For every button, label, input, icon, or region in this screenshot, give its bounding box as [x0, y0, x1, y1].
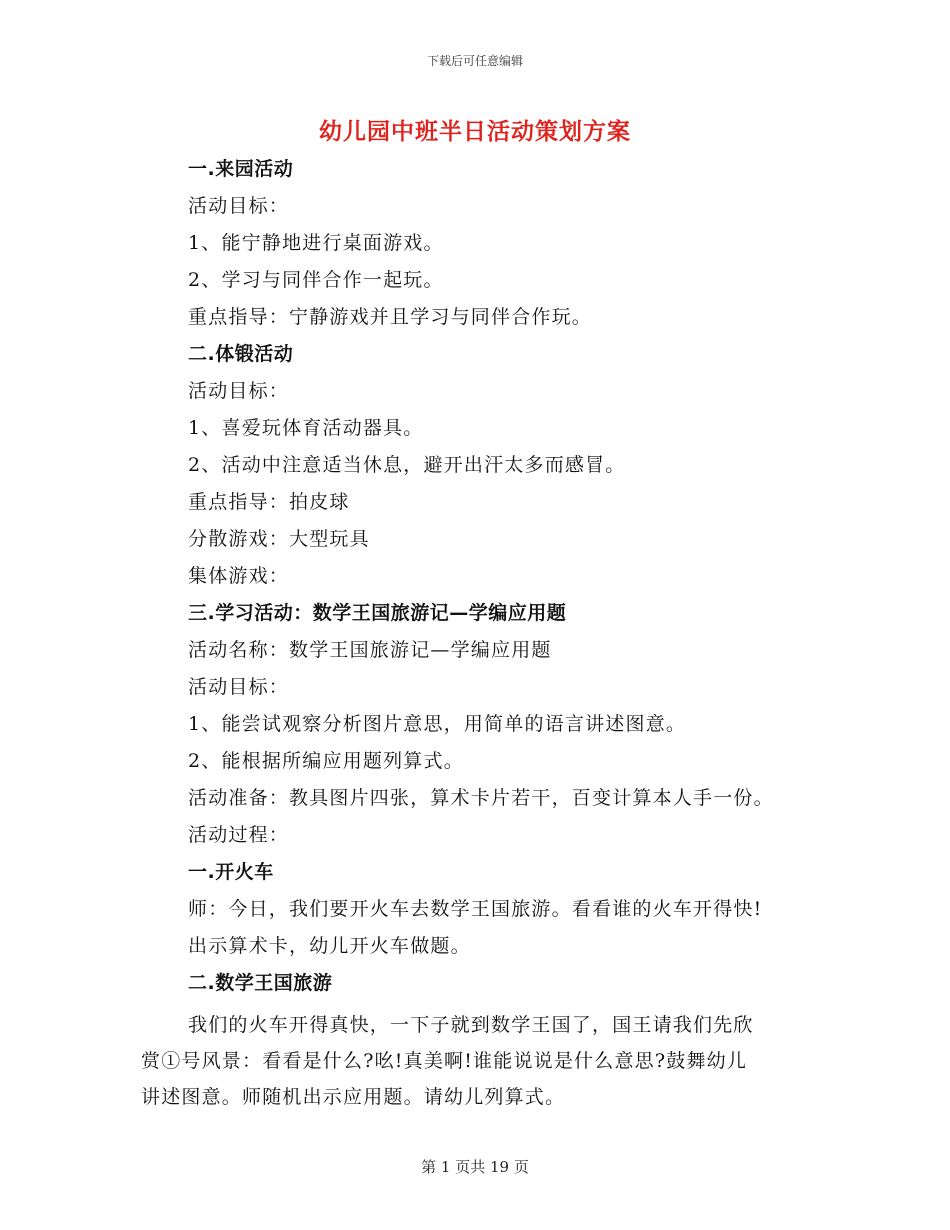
paragraph-line: 讲述图意。师随机出示应用题。请幼儿列算式。 [141, 1086, 566, 1108]
body-line: 重点指导：宁静游戏并且学习与同伴合作玩。 [188, 306, 593, 328]
page-header-note: 下载后可任意编辑 [426, 54, 523, 68]
body-line: 2、学习与同伴合作一起玩。 [188, 269, 444, 291]
body-line: 重点指导：拍皮球 [188, 491, 350, 513]
section-heading: 一.来园活动 [188, 158, 294, 180]
body-line: 活动目标： [188, 380, 290, 402]
section-heading: 二.数学王国旅游 [188, 972, 333, 994]
section-heading: 三.学习活动：数学王国旅游记—学编应用题 [188, 602, 567, 624]
section-heading: 二.体锻活动 [188, 343, 294, 365]
body-line: 出示算术卡，幼儿开火车做题。 [188, 935, 471, 957]
page-number: 第 1 页共 19 页 [421, 1158, 529, 1176]
document-title: 幼儿园中班半日活动策划方案 [319, 119, 631, 145]
paragraph-line: 赏①号风景：看看是什么?吆!真美啊!谁能说说是什么意思?鼓舞幼儿 [141, 1050, 748, 1072]
body-line: 活动过程： [188, 824, 290, 846]
body-line: 2、活动中注意适当休息，避开出汗太多而感冒。 [188, 454, 626, 476]
body-paragraph [141, 1007, 821, 1115]
body-line: 活动目标： [188, 676, 290, 698]
body-line: 活动名称：数学王国旅游记—学编应用题 [188, 639, 552, 661]
body-line: 1、能宁静地进行桌面游戏。 [188, 232, 444, 254]
paragraph-line: 我们的火车开得真快，一下子就到数学王国了，国王请我们先欣 [188, 1014, 754, 1036]
body-line: 1、能尝试观察分析图片意思，用简单的语言讲述图意。 [188, 713, 687, 735]
body-line: 1、喜爱玩体育活动器具。 [188, 417, 424, 439]
body-line: 集体游戏： [188, 565, 290, 587]
body-line: 分散游戏：大型玩具 [188, 528, 370, 550]
body-line: 活动准备：教具图片四张，算术卡片若干，百变计算本人手一份。 [188, 787, 774, 809]
body-line: 师：今日，我们要开火车去数学王国旅游。看看谁的火车开得快! [188, 898, 763, 920]
body-line: 活动目标： [188, 195, 290, 217]
section-heading: 一.开火车 [188, 861, 274, 883]
document-body [188, 151, 828, 1002]
body-line: 2、能根据所编应用题列算式。 [188, 750, 464, 772]
